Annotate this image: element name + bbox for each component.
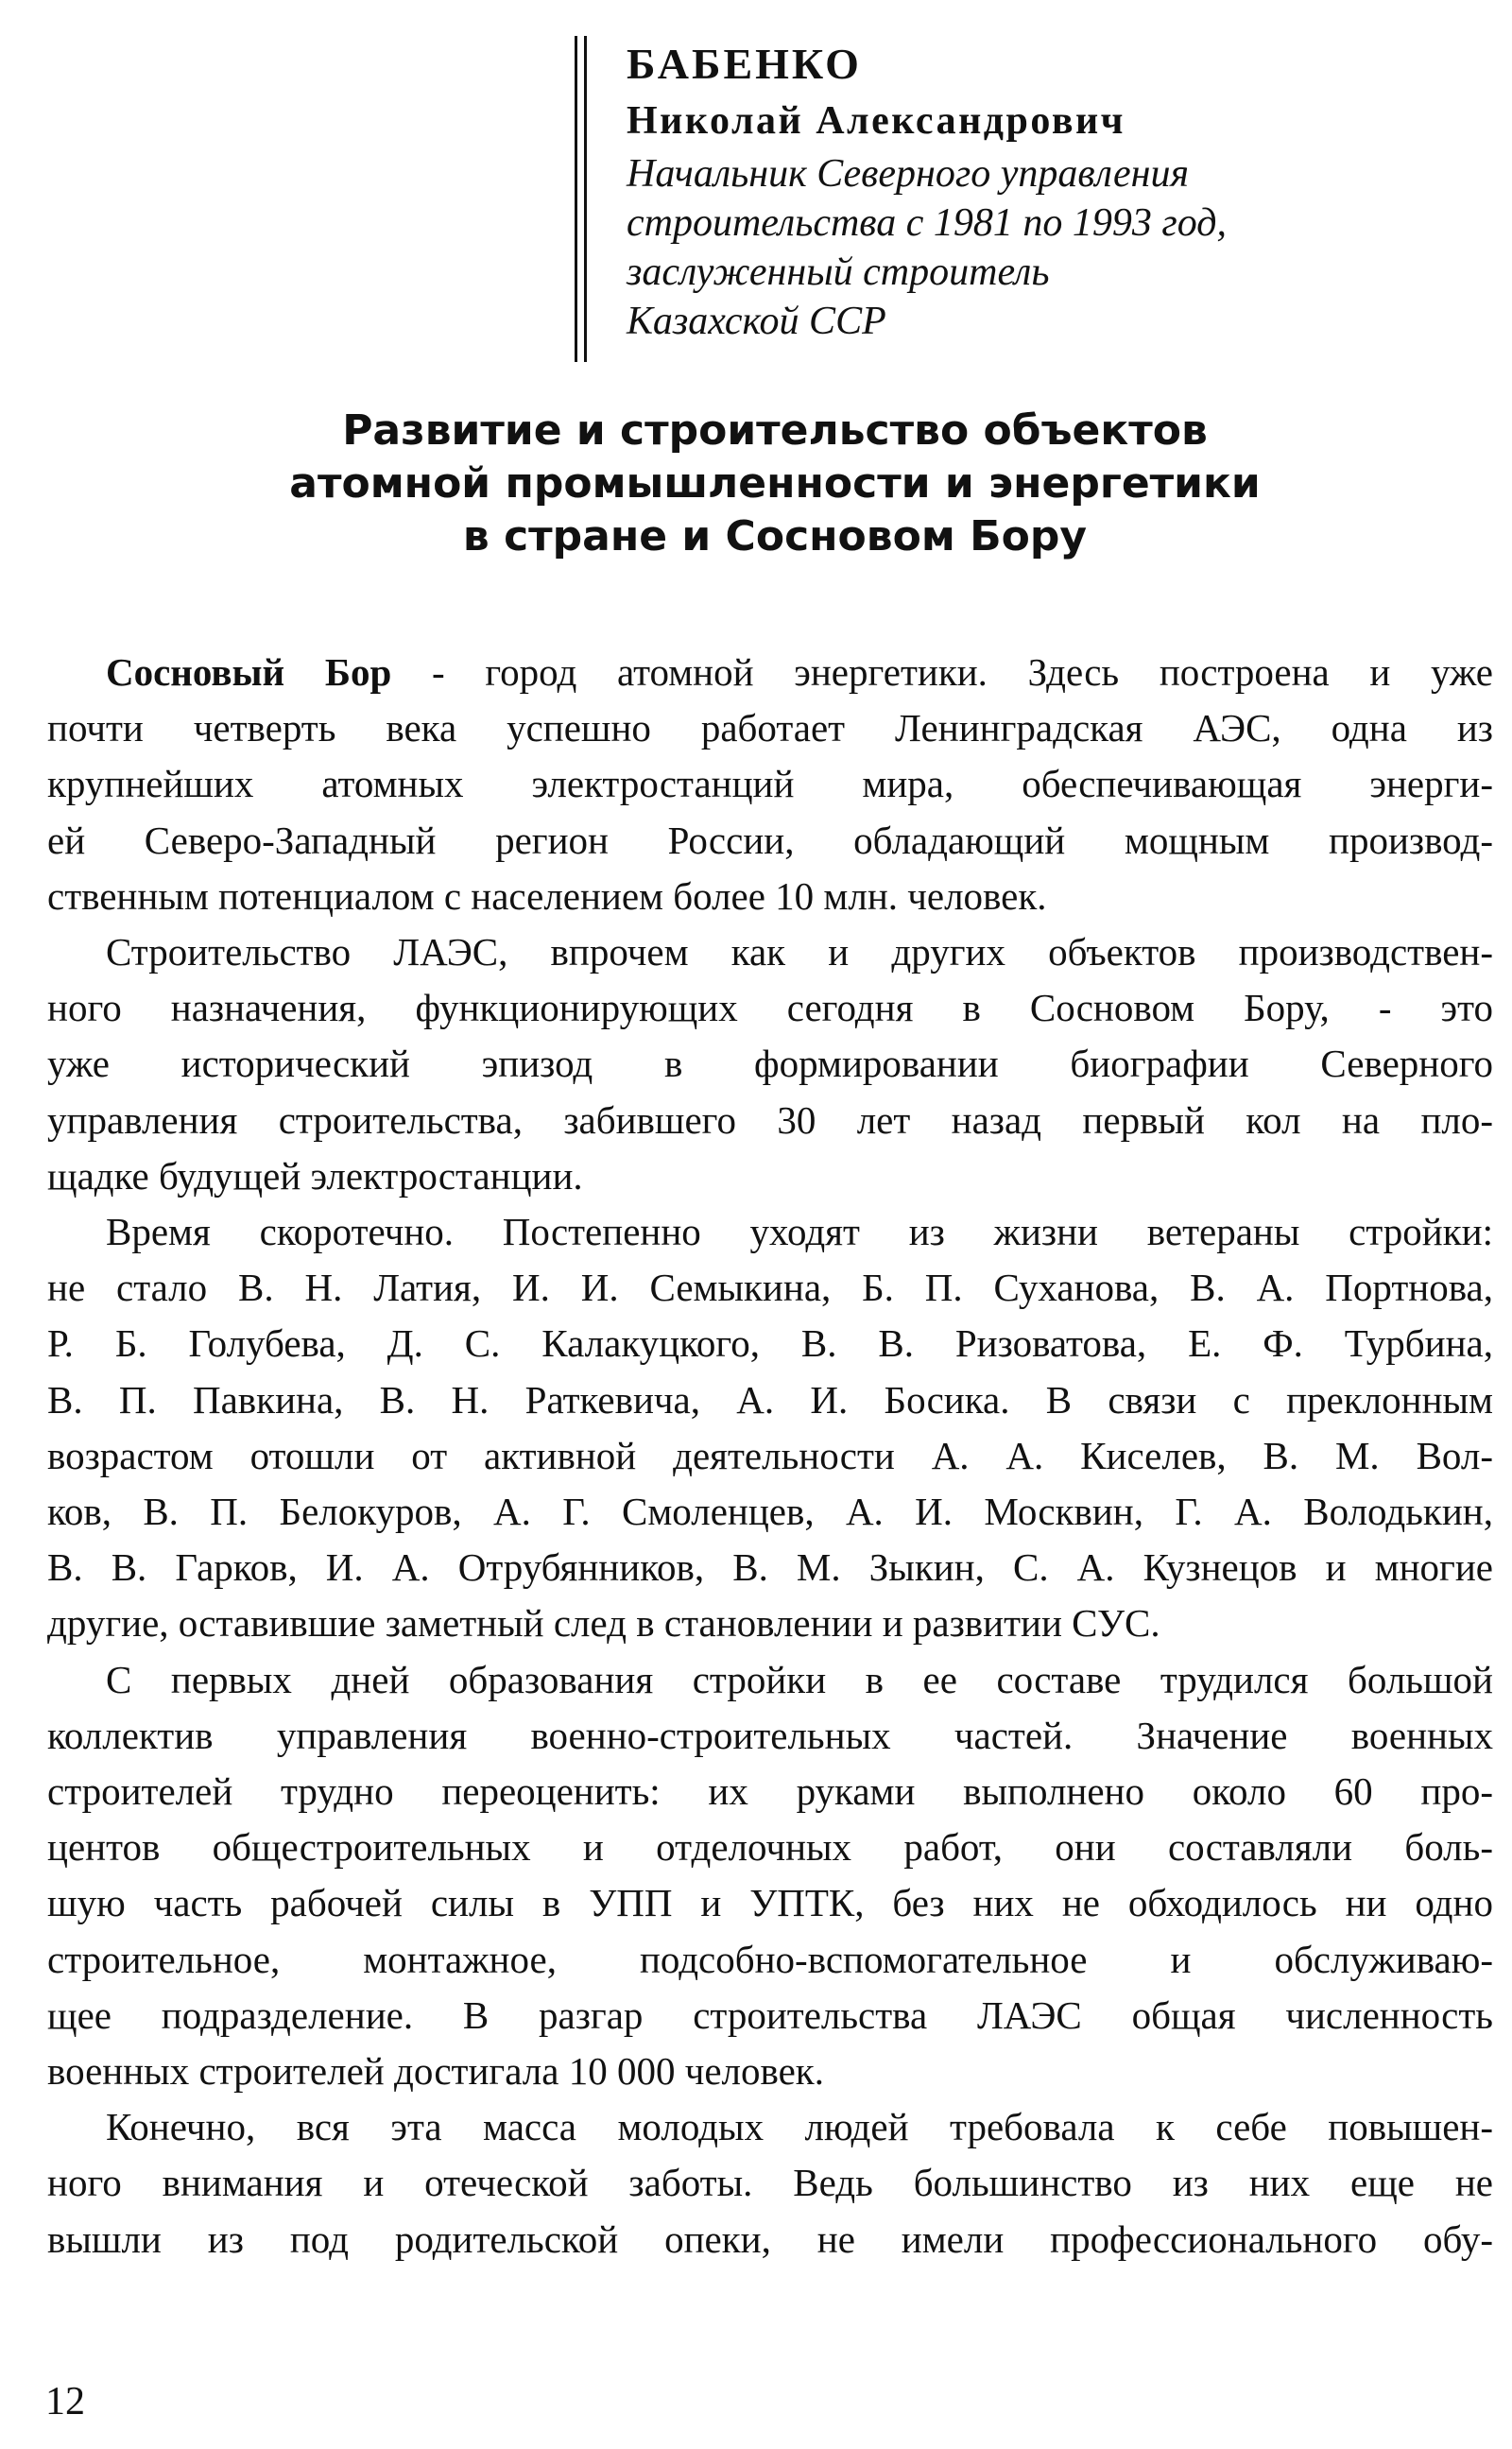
paragraph-line: возрастом отошли от активной деятельности А. А. Киселев, В. М. Вол- — [47, 1433, 1493, 1477]
article-body — [47, 645, 1493, 2268]
paragraph-line — [47, 645, 1493, 700]
paragraph-line: Время скоротечно. Постепенно уходят из жизни ветераны стройки: — [106, 1210, 1493, 1254]
article-title-line: Развитие и строительство объектов — [342, 406, 1208, 455]
paragraph-line: строительное, монтажное, подсобно-вспомогательное и обслуживаю- — [47, 1937, 1493, 1981]
paragraph-line: почти четверть века успешно работает Ленинградская АЭС, одна из — [47, 706, 1493, 750]
paragraph-line: ей Северо-Западный регион России, обладающий мощным производ- — [47, 818, 1493, 862]
paragraph-line: центов общестроительных и отделочных работ, они составляли боль- — [47, 1825, 1493, 1870]
author-block — [575, 36, 1444, 346]
paragraph-line: В. П. Павкина, В. Н. Раткевича, А. И. Босика. В связи с преклонным — [47, 1377, 1493, 1422]
paragraph-line: В. В. Гарков, И. А. Отрубянников, В. М. Зыкин, С. А. Кузнецов и многие — [47, 1545, 1493, 1590]
author-vertical-rule — [575, 36, 577, 362]
paragraph-line: не стало В. Н. Латия, И. И. Семыкина, Б. П. Суханова, В. А. Портнова, — [47, 1266, 1493, 1310]
article-title-line: атомной промышленности и энергетики — [289, 459, 1261, 508]
paragraph-line: управления строительства, забившего 30 лет назад первый кол на пло- — [47, 1097, 1493, 1142]
paragraph-line: Строительство ЛАЭС, впрочем как и других объектов производствен- — [106, 930, 1493, 974]
paragraph-line-text: - город атомной энергетики. Здесь построена и уже — [391, 650, 1494, 694]
paragraph — [47, 1204, 1493, 1652]
paragraph-line: ного назначения, функционирующих сегодня в Сосновом Бору, - это — [47, 986, 1493, 1030]
paragraph-line: крупнейших атомных электростанций мира, обеспечивающая энерги- — [47, 762, 1493, 806]
article-title — [94, 405, 1455, 563]
author-role-line: заслуженный строитель — [627, 250, 1050, 294]
paragraph-lead: Сосновый Бор — [106, 650, 392, 694]
paragraph-line: Р. Б. Голубева, Д. С. Калакуцкого, В. В. Ризоватова, Е. Ф. Турбина, — [47, 1321, 1493, 1366]
paragraph-line: другие, оставившие заметный след в становлении и развитии СУС. — [47, 1601, 1160, 1646]
paragraph-line: коллектив управления военно-строительных частей. Значение военных — [47, 1713, 1493, 1757]
author-vertical-rule — [584, 36, 587, 362]
paragraph — [47, 924, 1493, 1204]
paragraph — [47, 1652, 1493, 2100]
paragraph-line: строителей трудно переоценить: их руками выполнено около 60 про- — [47, 1769, 1493, 1814]
author-surname: БАБЕНКО — [627, 40, 862, 88]
paragraph-line: ственным потенциалом с населением более 10 млн. человек. — [47, 873, 1047, 918]
paragraph-line: ков, В. П. Белокуров, А. Г. Смоленцев, А. И. Москвин, Г. А. Володькин, — [47, 1490, 1493, 1534]
page-number: 12 — [45, 2380, 85, 2423]
author-role-line: Казахской ССР — [627, 300, 886, 343]
author-text — [627, 36, 1444, 346]
paragraph — [47, 2099, 1493, 2268]
paragraph-line: вышли из под родительской опеки, не имели профессионального обу- — [47, 2216, 1493, 2261]
author-role-line: Начальник Северного управления — [627, 152, 1189, 196]
paragraph — [47, 645, 1493, 924]
article-title-line: в стране и Сосновом Бору — [462, 512, 1088, 561]
author-name: Николай Александрович — [627, 99, 1125, 143]
paragraph-line: шую часть рабочей силы в УПП и УПТК, без них не обходилось ни одно — [47, 1881, 1493, 1925]
paragraph-line: Конечно, вся эта масса молодых людей требовала к себе повышен- — [106, 2105, 1493, 2149]
author-role-line: строительства с 1981 по 1993 год, — [627, 201, 1227, 245]
paragraph-line: С первых дней образования стройки в ее составе трудился большой — [106, 1657, 1493, 1701]
paragraph-line: щее подразделение. В разгар строительства ЛАЭС общая численность — [47, 1992, 1493, 2037]
paragraph-line: уже исторический эпизод в формировании биографии Северного — [47, 1042, 1493, 1086]
paragraph-line: щадке будущей электростанции. — [47, 1153, 583, 1198]
paragraph-line: ного внимания и отеческой заботы. Ведь большинство из них еще не — [47, 2161, 1493, 2205]
paragraph-line: военных строителей достигала 10 000 человек. — [47, 2049, 824, 2094]
